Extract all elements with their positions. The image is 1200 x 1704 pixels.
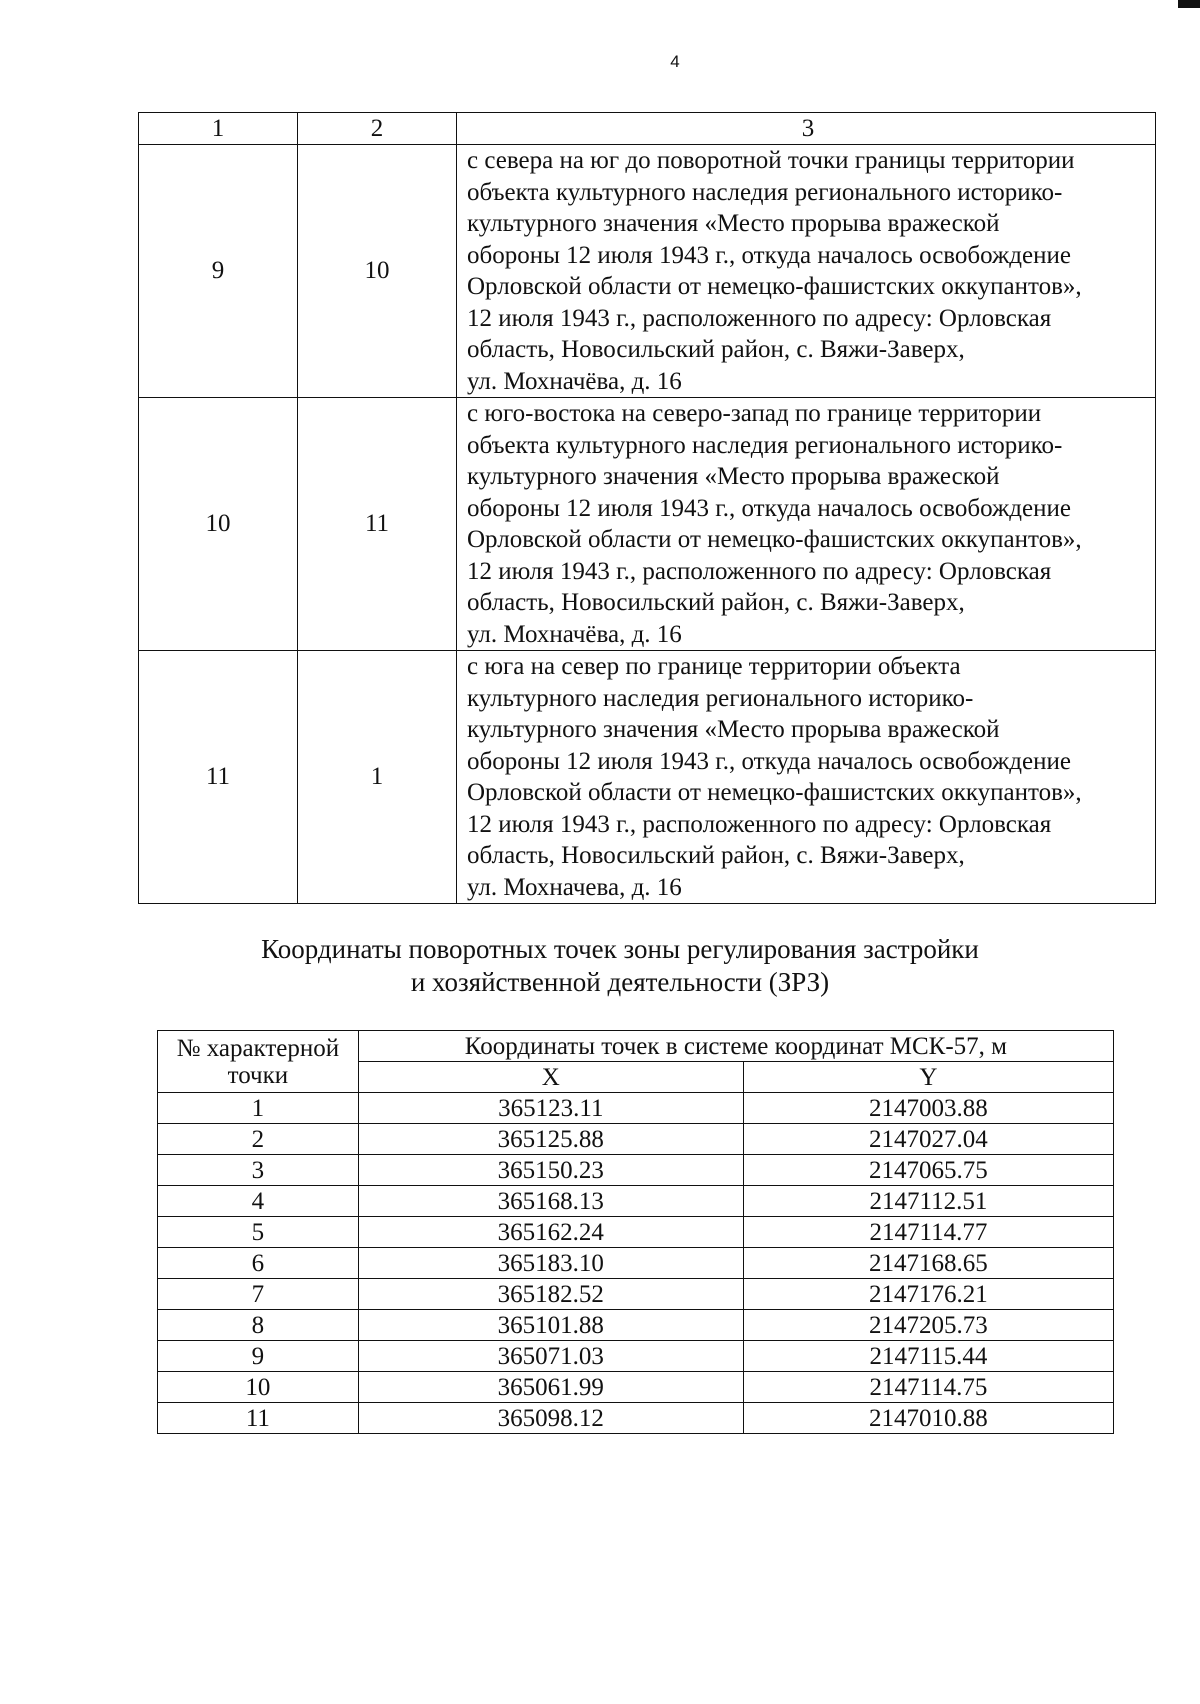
boundary-header-col2: 2 bbox=[298, 113, 457, 145]
coords-point-number: 11 bbox=[158, 1403, 359, 1434]
boundary-description bbox=[457, 145, 1156, 398]
boundary-header-col3: 3 bbox=[457, 113, 1156, 145]
boundary-description-line: культурного наследия регионального историко- bbox=[467, 684, 974, 712]
section-title-line2: и хозяйственной деятельности (ЗРЗ) bbox=[410, 967, 830, 997]
coords-y-value: 2147010.88 bbox=[743, 1403, 1113, 1434]
coords-header-point-line2: точки bbox=[227, 1061, 289, 1089]
coords-point-number: 5 bbox=[158, 1217, 359, 1248]
coords-table bbox=[157, 1030, 1114, 1434]
boundary-description-line: с севера на юг до поворотной точки границы территории bbox=[467, 147, 1075, 174]
coords-y-value: 2147176.21 bbox=[743, 1279, 1113, 1310]
coords-row bbox=[158, 1372, 1114, 1403]
boundary-to-point: 10 bbox=[298, 145, 457, 398]
boundary-description-line: с юга на север по границе территории объекта bbox=[467, 653, 961, 680]
boundary-description-line: с юго-востока на северо-запад по границе территории bbox=[467, 400, 1042, 427]
boundary-description-line: ул. Мохначева, д. 16 bbox=[467, 873, 682, 901]
boundary-description-line: обороны 12 июля 1943 г., откуда началось освобождение bbox=[467, 494, 1071, 522]
coords-y-value: 2147112.51 bbox=[743, 1186, 1113, 1217]
coords-header-x: X bbox=[358, 1062, 743, 1093]
boundary-row bbox=[139, 651, 1156, 904]
coords-y-value: 2147114.77 bbox=[743, 1217, 1113, 1248]
coords-row bbox=[158, 1093, 1114, 1124]
coords-row bbox=[158, 1186, 1114, 1217]
coords-y-value: 2147065.75 bbox=[743, 1155, 1113, 1186]
boundary-row bbox=[139, 145, 1156, 398]
page-number: 4 bbox=[670, 52, 680, 71]
boundary-header-row bbox=[139, 113, 1156, 145]
coords-x-value: 365098.12 bbox=[358, 1403, 743, 1434]
boundary-description-line: Орловской области от немецко-фашистских оккупантов», bbox=[467, 273, 1082, 300]
corner-mark bbox=[1178, 0, 1200, 8]
boundary-description-line: область, Новосильский район, с. Вяжи-Заверх, bbox=[467, 336, 965, 363]
boundary-description-line: объекта культурного наследия регионального историко- bbox=[467, 178, 1063, 206]
coords-x-value: 365150.23 bbox=[358, 1155, 743, 1186]
boundary-description-line: область, Новосильский район, с. Вяжи-Заверх, bbox=[467, 589, 965, 616]
coords-x-value: 365061.99 bbox=[358, 1372, 743, 1403]
coords-y-value: 2147114.75 bbox=[743, 1372, 1113, 1403]
coords-x-value: 365071.03 bbox=[358, 1341, 743, 1372]
boundary-description bbox=[457, 651, 1156, 904]
boundary-from-point: 9 bbox=[139, 145, 298, 398]
coords-point-number: 3 bbox=[158, 1155, 359, 1186]
coords-header-y: Y bbox=[743, 1062, 1113, 1093]
boundary-description-line: 12 июля 1943 г., расположенного по адресу: Орловская bbox=[467, 810, 1052, 838]
boundary-description-line: объекта культурного наследия регионального историко- bbox=[467, 431, 1063, 459]
coords-x-value: 365123.11 bbox=[358, 1093, 743, 1124]
coords-y-value: 2147115.44 bbox=[743, 1341, 1113, 1372]
boundary-to-point: 1 bbox=[298, 651, 457, 904]
boundary-description-line: 12 июля 1943 г., расположенного по адресу: Орловская bbox=[467, 557, 1052, 585]
coords-row bbox=[158, 1155, 1114, 1186]
boundary-header-col1: 1 bbox=[139, 113, 298, 145]
coords-x-value: 365101.88 bbox=[358, 1310, 743, 1341]
coords-x-value: 365162.24 bbox=[358, 1217, 743, 1248]
coords-row bbox=[158, 1310, 1114, 1341]
coords-row bbox=[158, 1217, 1114, 1248]
coords-point-number: 7 bbox=[158, 1279, 359, 1310]
coords-y-value: 2147003.88 bbox=[743, 1093, 1113, 1124]
coords-point-number: 4 bbox=[158, 1186, 359, 1217]
coords-x-value: 365168.13 bbox=[358, 1186, 743, 1217]
boundary-description bbox=[457, 398, 1156, 651]
boundary-description-line: область, Новосильский район, с. Вяжи-Заверх, bbox=[467, 842, 965, 869]
boundary-description-line: Орловской области от немецко-фашистских оккупантов», bbox=[467, 526, 1082, 553]
coords-x-value: 365183.10 bbox=[358, 1248, 743, 1279]
boundary-description-line: культурного значения «Место прорыва вражеской bbox=[467, 463, 1000, 490]
coords-point-number: 8 bbox=[158, 1310, 359, 1341]
boundary-description-line: обороны 12 июля 1943 г., откуда началось освобождение bbox=[467, 747, 1071, 775]
section-title bbox=[160, 933, 1080, 999]
coords-row bbox=[158, 1403, 1114, 1434]
boundary-description-line: культурного значения «Место прорыва вражеской bbox=[467, 716, 1000, 743]
coords-point-number: 10 bbox=[158, 1372, 359, 1403]
boundary-to-point: 11 bbox=[298, 398, 457, 651]
boundary-from-point: 11 bbox=[139, 651, 298, 904]
coords-point-number: 9 bbox=[158, 1341, 359, 1372]
coords-header-row-1 bbox=[158, 1031, 1114, 1062]
boundary-table bbox=[138, 112, 1156, 904]
coords-y-value: 2147205.73 bbox=[743, 1310, 1113, 1341]
coords-x-value: 365125.88 bbox=[358, 1124, 743, 1155]
boundary-description-line: 12 июля 1943 г., расположенного по адресу: Орловская bbox=[467, 304, 1052, 332]
coords-point-number: 1 bbox=[158, 1093, 359, 1124]
coords-point-number: 2 bbox=[158, 1124, 359, 1155]
coords-point-number: 6 bbox=[158, 1248, 359, 1279]
coords-header-point bbox=[158, 1031, 359, 1093]
boundary-description-line: обороны 12 июля 1943 г., откуда началось освобождение bbox=[467, 241, 1071, 269]
boundary-from-point: 10 bbox=[139, 398, 298, 651]
boundary-description-line: ул. Мохначёва, д. 16 bbox=[467, 620, 682, 648]
coords-row bbox=[158, 1248, 1114, 1279]
boundary-description-line: Орловской области от немецко-фашистских оккупантов», bbox=[467, 779, 1082, 806]
section-title-line1: Координаты поворотных точек зоны регулирования застройки bbox=[261, 934, 979, 964]
coords-y-value: 2147168.65 bbox=[743, 1248, 1113, 1279]
coords-header-system: Координаты точек в системе координат МСК-57, м bbox=[358, 1031, 1113, 1062]
boundary-description-line: ул. Мохначёва, д. 16 bbox=[467, 367, 682, 395]
coords-header-point-line1: № характерной bbox=[176, 1034, 340, 1062]
coords-row bbox=[158, 1341, 1114, 1372]
coords-row bbox=[158, 1279, 1114, 1310]
coords-x-value: 365182.52 bbox=[358, 1279, 743, 1310]
boundary-row bbox=[139, 398, 1156, 651]
boundary-description-line: культурного значения «Место прорыва вражеской bbox=[467, 210, 1000, 237]
coords-y-value: 2147027.04 bbox=[743, 1124, 1113, 1155]
coords-row bbox=[158, 1124, 1114, 1155]
